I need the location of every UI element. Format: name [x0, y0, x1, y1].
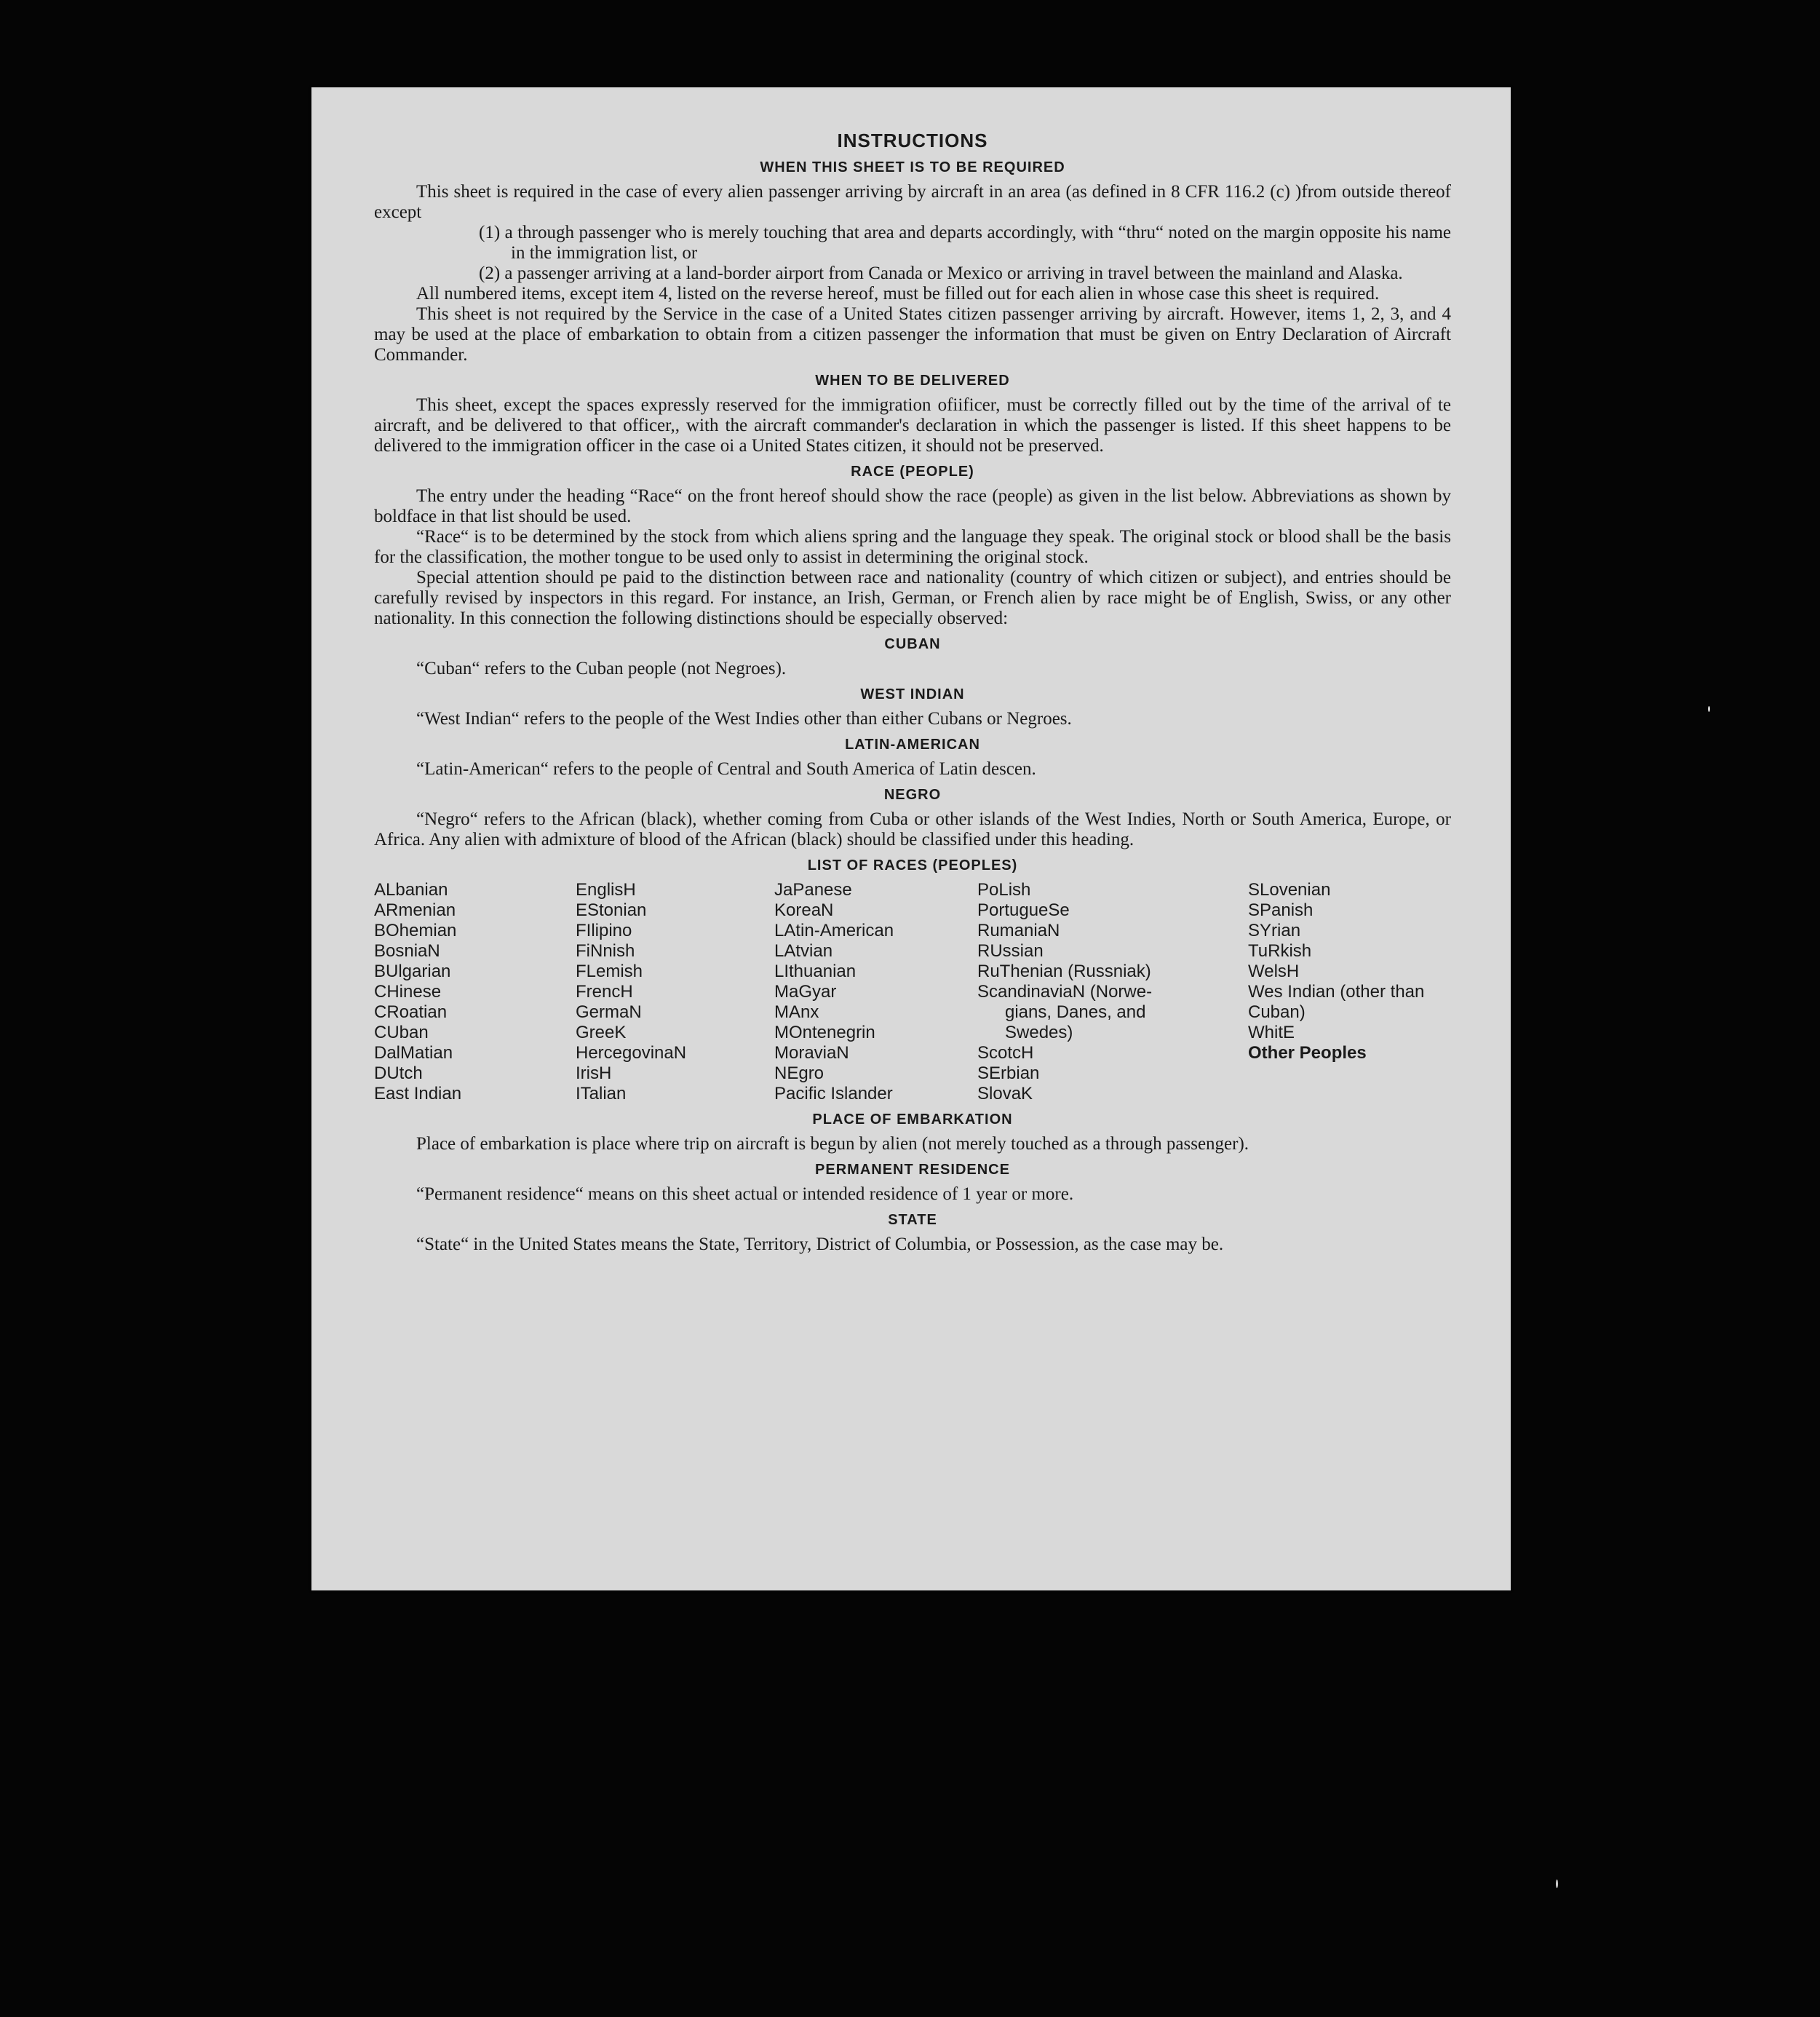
heading-when-delivered: WHEN TO BE DELIVERED	[815, 373, 1010, 389]
race-list	[374, 880, 1451, 1104]
race-item: MaGyar	[774, 982, 837, 1002]
race-item: Wes Indian (other than Cuban)	[1248, 982, 1425, 1022]
exception-item-1: (1) a through passenger who is merely touching that area and departs accordingly, with “thru“ noted on the margin opposite his name in the immigration list, or	[479, 223, 1451, 263]
instructions-body	[374, 130, 1451, 1255]
heading-race: RACE (PEOPLE)	[851, 464, 974, 480]
race-item: ScotcH	[977, 1043, 1034, 1063]
race-item: FIlipino	[576, 921, 632, 940]
race-item: MOntenegrin	[774, 1023, 875, 1042]
race-item: KoreaN	[774, 900, 834, 920]
race-item: BOhemian	[374, 921, 457, 940]
race-paragraph-3: Special attention should pe paid to the distinction between race and nationality (country of which citizen or subject), and entries should be carefully revised by inspectors in this regard. For instance, an Irish, German, or French alien by race might be of English, Swiss, or any other nationality. In this connection the following distinctions should be especially observed:	[374, 568, 1451, 628]
race-item: ARmenian	[374, 900, 456, 920]
required-paragraph-1: This sheet is required in the case of every alien passenger arriving by aircraft in an area (as defined in 8 CFR 116.2 (c) )from outside thereof except	[374, 182, 1451, 222]
embarkation-paragraph: Place of embarkation is place where trip on aircraft is begun by alien (not merely touched as a through passenger).	[416, 1134, 1249, 1154]
race-item: MAnx	[774, 1002, 819, 1022]
race-item: RUssian	[977, 941, 1044, 961]
race-item: GermaN	[576, 1002, 642, 1022]
race-item: FiNnish	[576, 941, 635, 961]
race-item: DUtch	[374, 1063, 423, 1083]
page-title: INSTRUCTIONS	[837, 130, 988, 151]
heading-place-of-embarkation: PLACE OF EMBARKATION	[812, 1111, 1013, 1128]
race-paragraph-2: “Race“ is to be determined by the stock from which aliens spring and the language they speak. The original stock or blood shall be the basis for the classification, the mother tongue to be used only to assist in determining the original stock.	[374, 527, 1451, 567]
document-sheet	[311, 87, 1511, 1590]
race-item: DalMatian	[374, 1043, 453, 1063]
race-column-3	[774, 880, 977, 1104]
race-item: IrisH	[576, 1063, 612, 1083]
exceptions-list	[374, 223, 1451, 284]
heading-latin-american: LATIN-AMERICAN	[845, 737, 980, 753]
latin-american-paragraph: “Latin-American“ refers to the people of Central and South America of Latin descen.	[416, 759, 1036, 779]
race-item: HercegovinaN	[576, 1043, 687, 1063]
scan-speck	[1708, 706, 1710, 712]
heading-when-required: WHEN THIS SHEET IS TO BE REQUIRED	[760, 159, 1065, 175]
race-item: FrencH	[576, 982, 633, 1002]
race-item-continued: gians, Danes, and	[1005, 1002, 1146, 1022]
race-item: PortugueSe	[977, 900, 1070, 920]
race-item: ITalian	[576, 1084, 627, 1103]
race-item: RumaniaN	[977, 921, 1060, 940]
race-item: CHinese	[374, 982, 442, 1002]
race-item: GreeK	[576, 1023, 627, 1042]
scan-speck	[1556, 1879, 1558, 1888]
race-item: CRoatian	[374, 1002, 448, 1022]
race-item: SLovenian	[1248, 880, 1331, 900]
race-item: LIthuanian	[774, 962, 857, 981]
race-item: JaPanese	[774, 880, 852, 900]
race-paragraph-1: The entry under the heading “Race“ on the front hereof should show the race (people) as given in the list below. Abbreviations as shown by boldface in that list should be used.	[374, 486, 1451, 526]
race-item: MoraviaN	[774, 1043, 849, 1063]
race-item: WhitE	[1248, 1023, 1295, 1042]
race-item: WelsH	[1248, 962, 1300, 981]
race-item: ScandinaviaN (Norwe-	[977, 982, 1153, 1002]
race-item-continued: Swedes)	[1005, 1023, 1073, 1042]
state-paragraph: “State“ in the United States means the State, Territory, District of Columbia, or Possession, as the case may be.	[416, 1235, 1224, 1254]
heading-cuban: CUBAN	[884, 636, 941, 652]
race-item: EnglisH	[576, 880, 636, 900]
race-item: SPanish	[1248, 900, 1314, 920]
race-item: PoLish	[977, 880, 1031, 900]
race-item: LAtvian	[774, 941, 833, 961]
race-item: BUlgarian	[374, 962, 451, 981]
cuban-paragraph: “Cuban“ refers to the Cuban people (not Negroes).	[416, 659, 787, 678]
residence-paragraph: “Permanent residence“ means on this sheet actual or intended residence of 1 year or more.	[416, 1184, 1074, 1204]
race-item: FLemish	[576, 962, 643, 981]
race-item: NEgro	[774, 1063, 824, 1083]
race-column-2	[576, 880, 774, 1104]
race-item: Other Peoples	[1248, 1043, 1367, 1063]
race-item: LAtin-American	[774, 921, 894, 940]
race-column-1	[374, 880, 576, 1104]
heading-permanent-residence: PERMANENT RESIDENCE	[815, 1162, 1010, 1178]
race-item: Pacific Islander	[774, 1084, 893, 1103]
required-paragraph-2: All numbered items, except item 4, listed on the reverse hereof, must be filled out for each alien in whose case this sheet is required.	[416, 284, 1380, 304]
race-item: SlovaK	[977, 1084, 1033, 1103]
race-column-4	[977, 880, 1248, 1104]
race-item: SYrian	[1248, 921, 1301, 940]
race-column-5	[1248, 880, 1451, 1104]
exception-item-2: (2) a passenger arriving at a land-border airport from Canada or Mexico or arriving in travel between the mainland and Alaska.	[479, 263, 1403, 283]
race-item: RuThenian (Russniak)	[977, 962, 1151, 981]
heading-state: STATE	[888, 1212, 937, 1228]
west-indian-paragraph: “West Indian“ refers to the people of the West Indies other than either Cubans or Negroes.	[416, 709, 1072, 729]
heading-west-indian: WEST INDIAN	[860, 686, 965, 702]
race-item: EStonian	[576, 900, 647, 920]
race-item: East Indian	[374, 1084, 462, 1103]
race-item: ALbanian	[374, 880, 448, 900]
race-item: BosniaN	[374, 941, 440, 961]
negro-paragraph: “Negro“ refers to the African (black), whether coming from Cuba or other islands of the West Indies, North or South America, Europe, or Africa. Any alien with admixture of blood of the African (black) should be classified under this heading.	[374, 809, 1451, 849]
delivered-paragraph: This sheet, except the spaces expressly reserved for the immigration ofiificer, must be correctly filled out by the time of the arrival of te aircraft, and be delivered to that officer,, with the aircraft commander's declaration in which the passenger is listed. If this sheet happens to be delivered to the immigration officer in the case oi a United States citizen, it should not be preserved.	[374, 395, 1451, 456]
race-item: SErbian	[977, 1063, 1040, 1083]
heading-list-of-races: LIST OF RACES (PEOPLES)	[807, 857, 1018, 873]
race-item: TuRkish	[1248, 941, 1312, 961]
required-paragraph-3: This sheet is not required by the Service in the case of a United States citizen passenger arriving by aircraft. However, items 1, 2, 3, and 4 may be used at the place of embarkation to obtain from a citizen passenger the information that must be given on Entry Declaration of Aircraft Commander.	[374, 304, 1451, 365]
heading-negro: NEGRO	[883, 787, 942, 803]
race-item: CUban	[374, 1023, 429, 1042]
